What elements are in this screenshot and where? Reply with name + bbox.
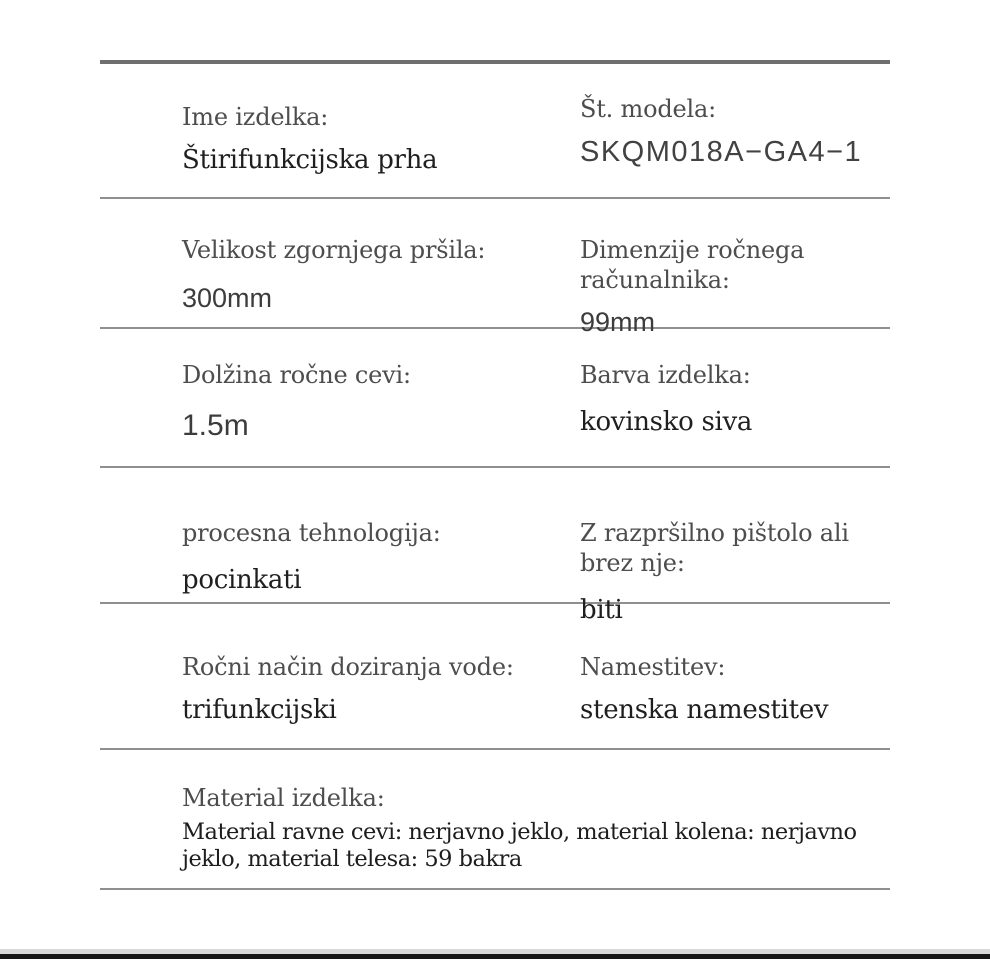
spec-value: 99mm [580, 307, 656, 337]
spec-label: Dimenzije ročnega računalnika: [580, 236, 805, 294]
spec-row-material [100, 750, 890, 890]
spec-cell-top-spray-size [182, 235, 580, 327]
spec-label: Št. modela: [580, 95, 716, 123]
spec-cell-product-name [182, 102, 580, 197]
spec-cell-product-color [580, 360, 882, 466]
spec-value: biti [580, 595, 623, 625]
spec-row-name-model [100, 64, 890, 199]
spec-cell-hand-unit-size [580, 235, 882, 337]
spec-table [100, 60, 890, 890]
spec-value: trifunkcijski [182, 695, 337, 725]
spec-cell-model-number [580, 94, 882, 197]
spec-value: pocinkati [182, 565, 302, 595]
spec-label: Dolžina ročne cevi: [182, 361, 411, 389]
spec-value: 1.5m [182, 409, 249, 442]
spec-row-process-gun [100, 468, 890, 625]
spec-row-hose-color [100, 329, 890, 468]
spec-value: kovinsko siva [580, 407, 753, 437]
spec-value: stenska namestitev [580, 695, 829, 725]
spec-cell-hose-length [182, 360, 580, 466]
spec-label: procesna tehnologija: [182, 519, 441, 547]
spec-value-material-description: Material ravne cevi: nerjavno jeklo, material kolena: nerjavno jeklo, material telesa: 59 bakra [182, 819, 857, 872]
bottom-band-dark [0, 954, 990, 959]
spec-label: Ročni način doziranja vode: [182, 653, 514, 681]
spec-label: Material izdelka: [182, 784, 385, 812]
spec-label: Z razpršilno pištolo ali brez nje: [580, 519, 849, 577]
spec-value: 300mm [182, 283, 273, 313]
spec-value-model-number: SKQM018A−GA4−1 [580, 136, 863, 168]
spec-value: Štirifunkcijska prha [182, 145, 438, 175]
spec-cell-installation [580, 652, 882, 748]
spec-label: Namestitev: [580, 653, 726, 681]
spec-cell-water-mode [182, 652, 580, 748]
spec-label: Velikost zgornjega pršila: [182, 236, 486, 264]
spec-cell-process-technology [182, 518, 580, 602]
spec-label: Barva izdelka: [580, 361, 751, 389]
spec-row-sizes [100, 199, 890, 337]
spec-label: Ime izdelka: [182, 103, 329, 131]
spec-cell-spray-gun [580, 518, 882, 625]
